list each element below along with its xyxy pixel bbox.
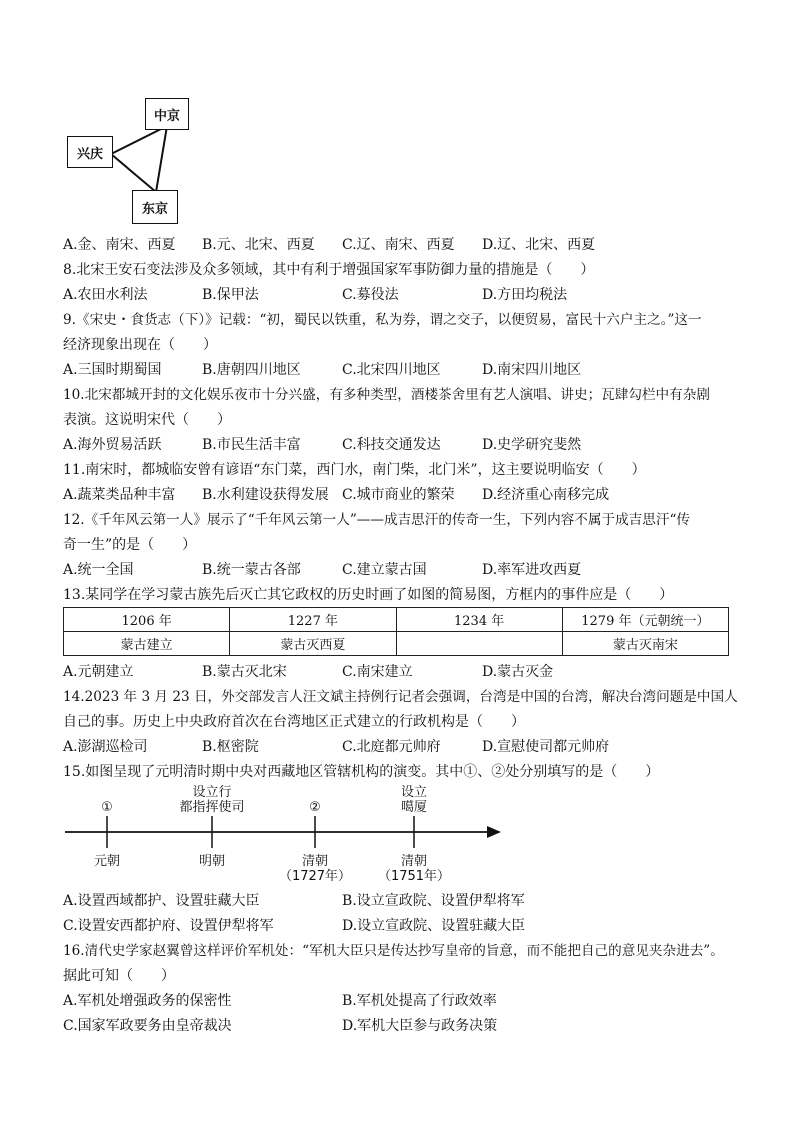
table-row-years — [64, 608, 729, 632]
q8-option-c[interactable]: C.募役法 — [342, 287, 399, 303]
q10-option-b[interactable]: B.市民生活丰富 — [202, 437, 301, 453]
q13-options — [63, 662, 623, 682]
q16-option-c[interactable]: C.国家军政要务由皇帝裁决 — [63, 1018, 232, 1034]
table-cell: 蒙古灭西夏 — [230, 632, 396, 656]
q13-option-d[interactable]: D.蒙古灭金 — [482, 664, 554, 680]
q14-option-b[interactable]: B.枢密院 — [202, 739, 259, 755]
timeline-label-kashag: 设立 噶厦 — [400, 785, 428, 815]
table-cell-blank — [396, 632, 562, 656]
q9-option-c[interactable]: C.北宋四川地区 — [342, 362, 441, 378]
q7-option-a[interactable]: A.金、南宋、西夏 — [63, 237, 176, 253]
q14-stem-line2: 自己的事。历史上中央政府首次在台湾地区正式建立的行政机构是（ ） — [63, 714, 525, 730]
node-dongjing: 东京 — [132, 190, 178, 224]
q13-option-a[interactable]: A.元朝建立 — [63, 664, 134, 680]
tibet-timeline-diagram — [63, 783, 508, 891]
q8-option-b[interactable]: B.保甲法 — [202, 287, 259, 303]
q11-option-c[interactable]: C.城市商业的繁荣 — [342, 487, 455, 503]
q16-option-a[interactable]: A.军机处增强政务的保密性 — [63, 993, 232, 1009]
table-cell: 1206 年 — [64, 608, 230, 632]
q7-option-b[interactable]: B.元、北宋、西夏 — [202, 237, 315, 253]
q14-options — [63, 737, 623, 757]
q7-option-c[interactable]: C.辽、南宋、西夏 — [342, 237, 455, 253]
q9-stem-line1: 9.《宋史・食货志（下）》记载：“初，蜀民以铁重，私为券，谓之交子，以便贸易，富民十六户主之。”这一 — [63, 312, 702, 328]
q13-stem: 13.某同学在学习蒙古族先后灭亡其它政权的历史时画了如图的简易图，方框内的事件应是（ ） — [63, 587, 674, 603]
q10-option-c[interactable]: C.科技交通发达 — [342, 437, 441, 453]
q9-option-b[interactable]: B.唐朝四川地区 — [202, 362, 301, 378]
capitals-diagram — [63, 92, 198, 227]
q15-option-c[interactable]: C.设置安西都护府、设置伊犁将军 — [63, 918, 274, 934]
q16-stem-line1: 16.清代史学家赵翼曾这样评价军机处：“军机大臣只是传达抄写皇帝的旨意，而不能把自己的意见夹杂进去”。 — [63, 943, 724, 959]
q15-option-b[interactable]: B.设立宣政院、设置伊犁将军 — [342, 893, 525, 909]
q16-options-row1 — [63, 991, 623, 1011]
table-row-events — [64, 632, 729, 656]
q11-option-a[interactable]: A.蔬菜类品种丰富 — [63, 487, 176, 503]
q7-options — [63, 235, 623, 255]
q15-options-row2 — [63, 916, 623, 936]
q12-stem-line1: 12.《千年风云第一人》展示了“千年风云第一人”——成吉思汗的传奇一生，下列内容不属于成吉思汗“传 — [63, 512, 690, 528]
table-cell: 1279 年（元朝统一） — [562, 608, 728, 632]
q12-options — [63, 560, 623, 580]
q9-option-d[interactable]: D.南宋四川地区 — [482, 362, 582, 378]
q9-option-a[interactable]: A.三国时期蜀国 — [63, 362, 162, 378]
q9-stem-line2: 经济现象出现在（ ） — [63, 337, 217, 353]
q16-option-b[interactable]: B.军机处提高了行政效率 — [342, 993, 497, 1009]
q8-option-a[interactable]: A.农田水利法 — [63, 287, 148, 303]
q13-option-b[interactable]: B.蒙古灭北宋 — [202, 664, 287, 680]
q12-option-d[interactable]: D.率军进攻西夏 — [482, 562, 582, 578]
q11-option-d[interactable]: D.经济重心南移完成 — [482, 487, 610, 503]
timeline-era-qing-1751: 清朝 （1751年） — [377, 854, 451, 884]
timeline-label-2: ② — [309, 800, 321, 815]
timeline-label-ming-institution: 设立行 都指挥使司 — [179, 785, 245, 815]
q7-option-d[interactable]: D.辽、北宋、西夏 — [482, 237, 596, 253]
q15-stem: 15.如图呈现了元明清时期中央对西藏地区管辖机构的演变。其中①、②处分别填写的是（ ） — [63, 764, 660, 780]
timeline-era-yuan: 元朝 — [93, 854, 121, 869]
q15-option-a[interactable]: A.设置西域都护、设置驻藏大臣 — [63, 893, 260, 909]
table-cell: 1234 年 — [396, 608, 562, 632]
timeline-era-qing-1727: 清朝 （1727年） — [278, 854, 352, 884]
node-zhongjing: 中京 — [145, 98, 189, 130]
q15-option-d[interactable]: D.设立宣政院、设置驻藏大臣 — [342, 918, 526, 934]
q12-option-b[interactable]: B.统一蒙古各部 — [202, 562, 301, 578]
q14-option-a[interactable]: A.澎湖巡检司 — [63, 739, 148, 755]
node-xingqing: 兴庆 — [67, 136, 113, 168]
q10-options — [63, 435, 623, 455]
q14-option-d[interactable]: D.宣慰使司都元帅府 — [482, 739, 610, 755]
q12-stem-line2: 奇一生”的是（ ） — [63, 537, 197, 553]
q14-stem-line1: 14.2023 年 3 月 23 日，外交部发言人汪文斌主持例行记者会强调，台湾是中国的台湾，解决台湾问题是中国人 — [63, 689, 738, 705]
q16-option-d[interactable]: D.军机大臣参与政务决策 — [342, 1018, 498, 1034]
q8-option-d[interactable]: D.方田均税法 — [482, 287, 568, 303]
q12-option-c[interactable]: C.建立蒙古国 — [342, 562, 427, 578]
q10-stem-line2: 表演。这说明宋代（ ） — [63, 412, 231, 428]
q12-option-a[interactable]: A.统一全国 — [63, 562, 134, 578]
q11-stem: 11.南宋时，都城临安曾有谚语“东门菜，西门水，南门柴，北门米”，这主要说明临安（ ） — [63, 462, 646, 478]
table-cell: 1227 年 — [230, 608, 396, 632]
timeline-label-1: ① — [101, 800, 113, 815]
q10-stem-line1: 10.北宋都城开封的文化娱乐夜市十分兴盛，有多种类型，酒楼茶舍里有艺人演唱、讲史；瓦肆勾栏中有杂剧 — [63, 387, 710, 403]
q15-options-row1 — [63, 891, 623, 911]
q16-stem-line2: 据此可知（ ） — [63, 968, 175, 984]
q16-options-row2 — [63, 1016, 623, 1036]
q9-options — [63, 360, 623, 380]
table-cell: 蒙古灭南宋 — [562, 632, 728, 656]
q14-option-c[interactable]: C.北庭都元帅府 — [342, 739, 441, 755]
table-cell: 蒙古建立 — [64, 632, 230, 656]
q8-options — [63, 285, 623, 305]
q10-option-d[interactable]: D.史学研究斐然 — [482, 437, 582, 453]
q11-options — [63, 485, 623, 505]
q11-option-b[interactable]: B.水利建设获得发展 — [202, 487, 329, 503]
q8-stem: 8.北宋王安石变法涉及众多领域，其中有利于增强国家军事防御力量的措施是（ ） — [63, 262, 595, 278]
q13-option-c[interactable]: C.南宋建立 — [342, 664, 413, 680]
timeline-era-ming: 明朝 — [198, 854, 226, 869]
mongol-timeline-table — [63, 607, 729, 656]
q10-option-a[interactable]: A.海外贸易活跃 — [63, 437, 162, 453]
